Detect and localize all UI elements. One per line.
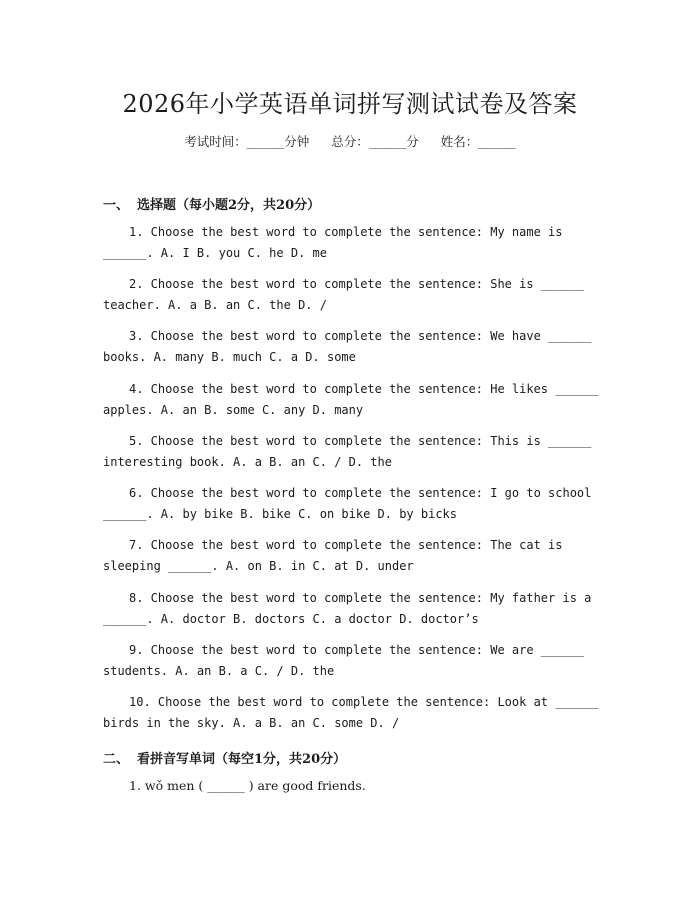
section-title: 看拼音写单词（每空1分，共20分） [137, 752, 347, 767]
section-heading-pinyin [103, 748, 346, 767]
question-item: 10. Choose the best word to complete the sentence: Look at ______ birds in the sky. A. a B. an C. some D. / [103, 695, 599, 730]
total-score-field: 总分：______分 [331, 134, 419, 149]
question-item: 7. Choose the best word to complete the sentence: The cat is sleeping ______. A. on B. in C. at D. under [103, 538, 563, 573]
question-item: 1. wǒ men ( ______ ) are good friends. [129, 778, 366, 793]
question-item: 1. Choose the best word to complete the sentence: My name is ______. A. I B. you C. he D. me [103, 225, 563, 260]
question-item: 5. Choose the best word to complete the sentence: This is ______ interesting book. A. a B. an C. / D. the [103, 434, 592, 469]
section-number: 二、 [103, 752, 130, 767]
student-name-field: 姓名：______ [440, 134, 516, 149]
section-title: 选择题（每小题2分，共20分） [137, 198, 321, 213]
section-number: 一、 [103, 198, 130, 213]
exam-meta [0, 132, 700, 150]
question-item: 6. Choose the best word to complete the sentence: I go to school ______. A. by bike B. bike C. on bike D. by bicks [103, 486, 592, 521]
document-title: 2026年小学英语单词拼写测试试卷及答案 [122, 90, 578, 118]
section-heading-choice [103, 194, 320, 213]
question-item: 9. Choose the best word to complete the sentence: We are ______ students. A. an B. a C. / D. the [103, 643, 585, 678]
question-item: 2. Choose the best word to complete the sentence: She is ______ teacher. A. a B. an C. the D. / [103, 277, 585, 312]
question-item: 4. Choose the best word to complete the sentence: He likes ______ apples. A. an B. some C. any D. many [103, 382, 599, 417]
question-item: 8. Choose the best word to complete the sentence: My father is a ______. A. doctor B. doctors C. a doctor D. doctor’s [103, 591, 592, 626]
question-item: 3. Choose the best word to complete the sentence: We have ______ books. A. many B. much C. a D. some [103, 329, 592, 364]
exam-time-field: 考试时间：______分钟 [184, 134, 310, 149]
